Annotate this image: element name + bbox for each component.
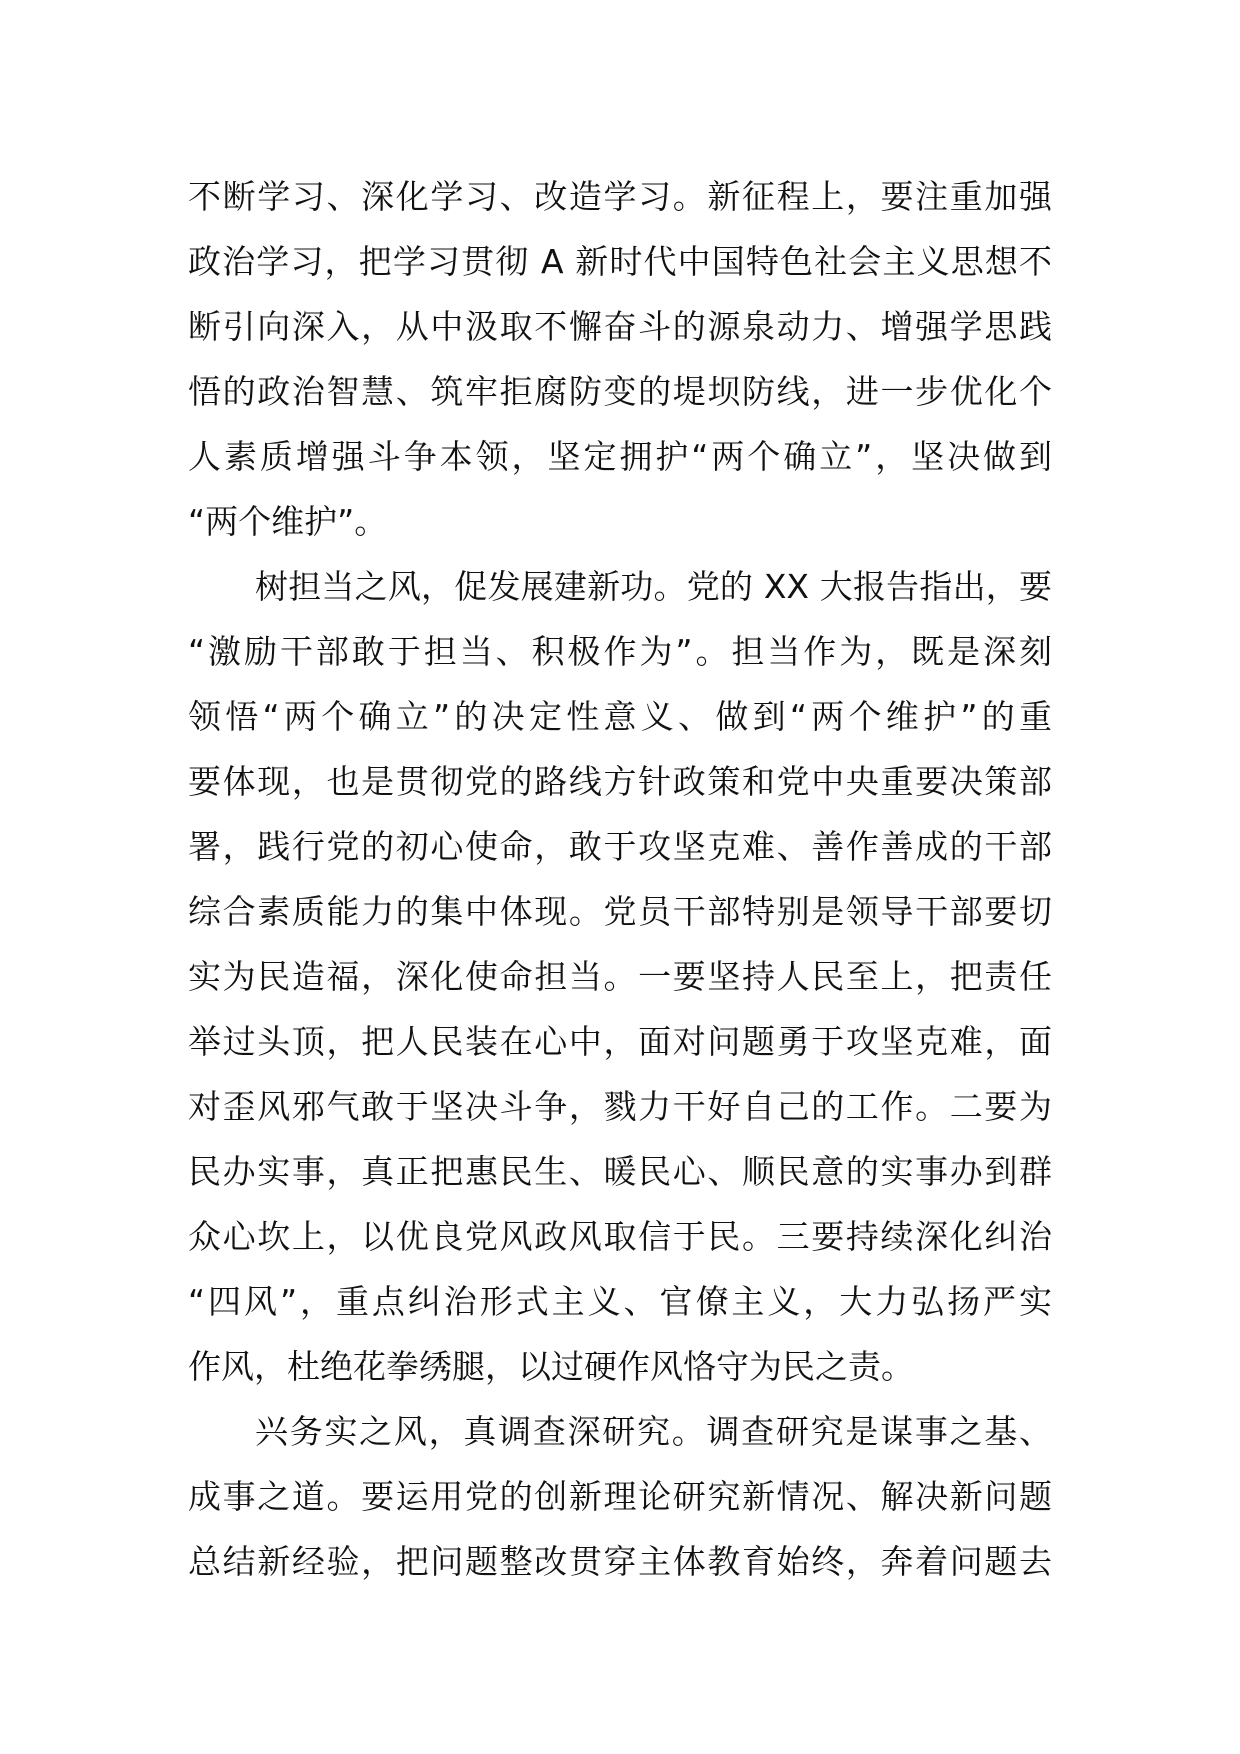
text-line: 断引向深入，从中汲取不懈奋斗的源泉动力、增强学思践 — [188, 307, 1052, 346]
text-line: 人素质增强斗争本领，坚定拥护“两个确立”，坚决做到 — [188, 437, 1052, 476]
paragraph-2 — [188, 554, 1052, 1399]
text-line: 作风，杜绝花拳绣腿，以过硬作风恪守为民之责。 — [188, 1347, 914, 1386]
text-line: 实为民造福，深化使命担当。一要坚持人民至上，把责任 — [188, 957, 1052, 996]
text-line: 综合素质能力的集中体现。党员干部特别是领导干部要切 — [188, 892, 1052, 931]
paragraph-1 — [188, 164, 1052, 554]
text-line: 悟的政治智慧、筑牢拒腐防变的堤坝防线，进一步优化个 — [188, 372, 1052, 411]
text-line: “两个维护”。 — [188, 502, 388, 541]
paragraph-3 — [188, 1399, 1052, 1594]
document-body — [188, 164, 1052, 1594]
text-line: 树担当之风，促发展建新功。党的 XX 大报告指出，要 — [255, 567, 1052, 606]
text-line: 总结新经验，把问题整改贯穿主体教育始终，奔着问题去 — [188, 1542, 1052, 1581]
text-line: 举过头顶，把人民装在心中，面对问题勇于攻坚克难，面 — [188, 1022, 1052, 1061]
text-line: 不断学习、深化学习、改造学习。新征程上，要注重加强 — [188, 177, 1052, 216]
text-line: 要体现，也是贯彻党的路线方针政策和党中央重要决策部 — [188, 762, 1052, 801]
text-line: 政治学习，把学习贯彻 A 新时代中国特色社会主义思想不 — [188, 242, 1052, 281]
text-line: 领悟“两个确立”的决定性意义、做到“两个维护”的重 — [188, 697, 1052, 736]
text-line: 兴务实之风，真调查深研究。调查研究是谋事之基、 — [255, 1412, 1052, 1451]
text-line: 成事之道。要运用党的创新理论研究新情况、解决新问题 — [188, 1477, 1052, 1516]
text-line: 对歪风邪气敢于坚决斗争，戮力干好自己的工作。二要为 — [188, 1087, 1052, 1126]
text-line: 署，践行党的初心使命，敢于攻坚克难、善作善成的干部 — [188, 827, 1052, 866]
text-line: “四风”，重点纠治形式主义、官僚主义，大力弘扬严实 — [188, 1282, 1052, 1321]
text-line: “激励干部敢于担当、积极作为”。担当作为，既是深刻 — [188, 632, 1052, 671]
text-line: 众心坎上，以优良党风政风取信于民。三要持续深化纠治 — [188, 1217, 1052, 1256]
text-line: 民办实事，真正把惠民生、暖民心、顺民意的实事办到群 — [188, 1152, 1052, 1191]
